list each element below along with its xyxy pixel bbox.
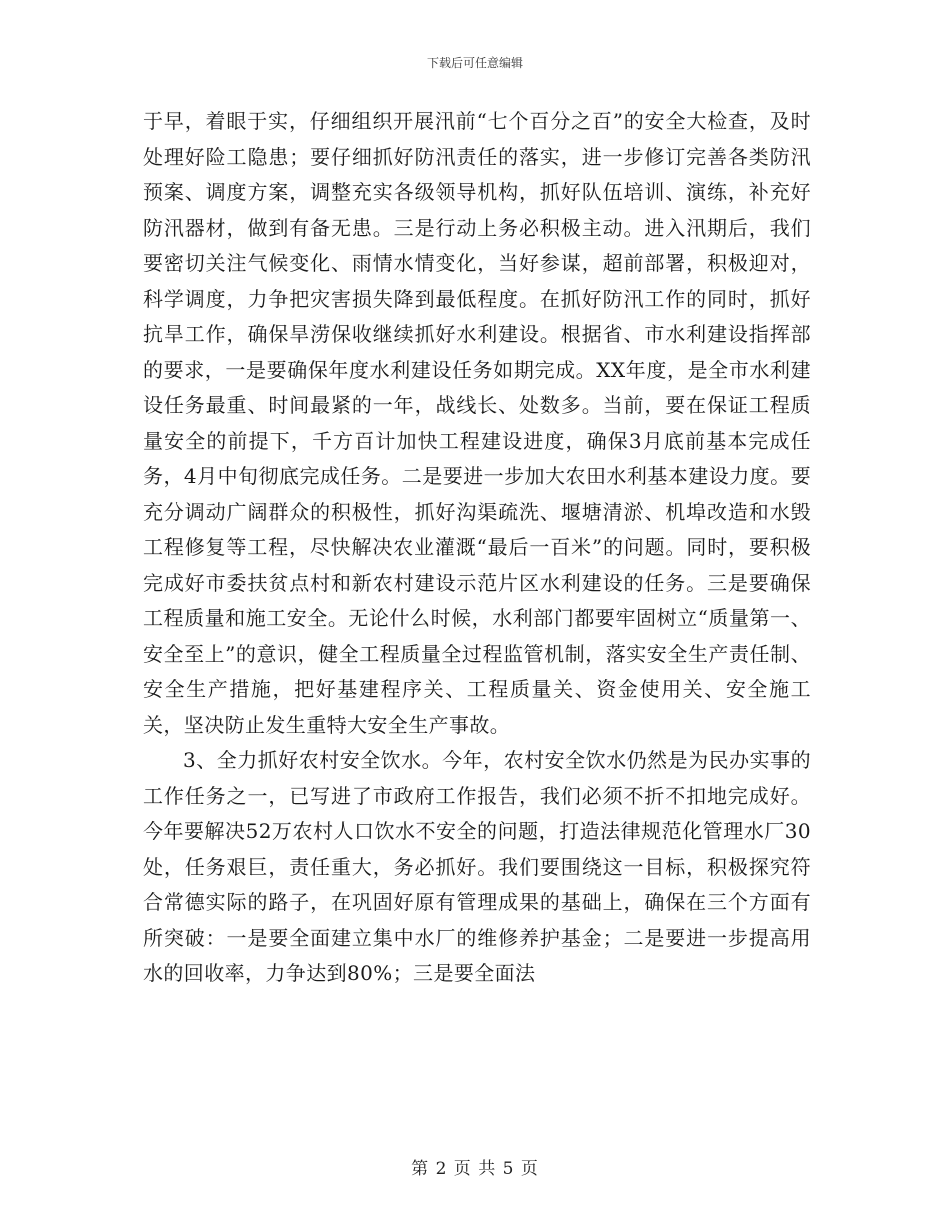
document-body [143, 104, 811, 992]
paragraph-rural-drinking-water: 3、全力抓好农村安全饮水。今年，农村安全饮水仍然是为民办实事的工作任务之一，已写进了市政府工作报告，我们必须不折不扣地完成好。今年要解决52万农村人口饮水不安全的问题，打造法律规范化管理水厂30处，任务艰巨，责任重大，务必抓好。我们要围绕这一目标，积极探究符合常德实际的路子，在巩固好原有管理成果的基础上，确保在三个方面有所突破：一是要全面建立集中水厂的维修养护基金；二是要进一步提高用水的回收率，力争达到80%；三是要全面法 [143, 748, 811, 985]
page-header: 下载后可任意编辑 [426, 56, 523, 70]
paragraph-continued: 于早，着眼于实，仔细组织开展汛前“七个百分之百”的安全大检查，及时处理好险工隐患；要仔细抓好防汛责任的落实，进一步修订完善各类防汛预案、调度方案，调整充实各级领导机构，抓好队伍培训、演练，补充好防汛器材，做到有备无患。三是行动上务必积极主动。进入汛期后，我们要密切关注气候变化、雨情水情变化，当好参谋，超前部署，积极迎对，科学调度，力争把灾害损失降到最低程度。在抓好防汛工作的同时，抓好抗旱工作，确保旱涝保收继续抓好水利建设。根据省、市水利建设指挥部的要求，一是要确保年度水利建设任务如期完成。XX年度，是全市水利建设任务最重、时间最紧的一年，战线长、处数多。当前，要在保证工程质量安全的前提下，千方百计加快工程建设进度，确保3月底前基本完成任务，4月中旬彻底完成任务。二是要进一步加大农田水利基本建设力度。要充分调动广阔群众的积极性，抓好沟渠疏洗、堰塘清淤、机埠改造和水毁工程修复等工程，尽快解决农业灌溉“最后一百米”的问题。同时，要积极完成好市委扶贫点村和新农村建设示范片区水利建设的任务。三是要确保工程质量和施工安全。无论什么时候，水利部门都要牢固树立“质量第一、安全至上”的意识，健全工程质量全过程监管机制，落实安全生产责任制、安全生产措施，把好基建程序关、工程质量关、资金使用关、安全施工关，坚决防止发生重特大安全生产事故。 [143, 109, 811, 737]
page-number-footer: 第 2 页 共 5 页 [411, 1159, 539, 1179]
